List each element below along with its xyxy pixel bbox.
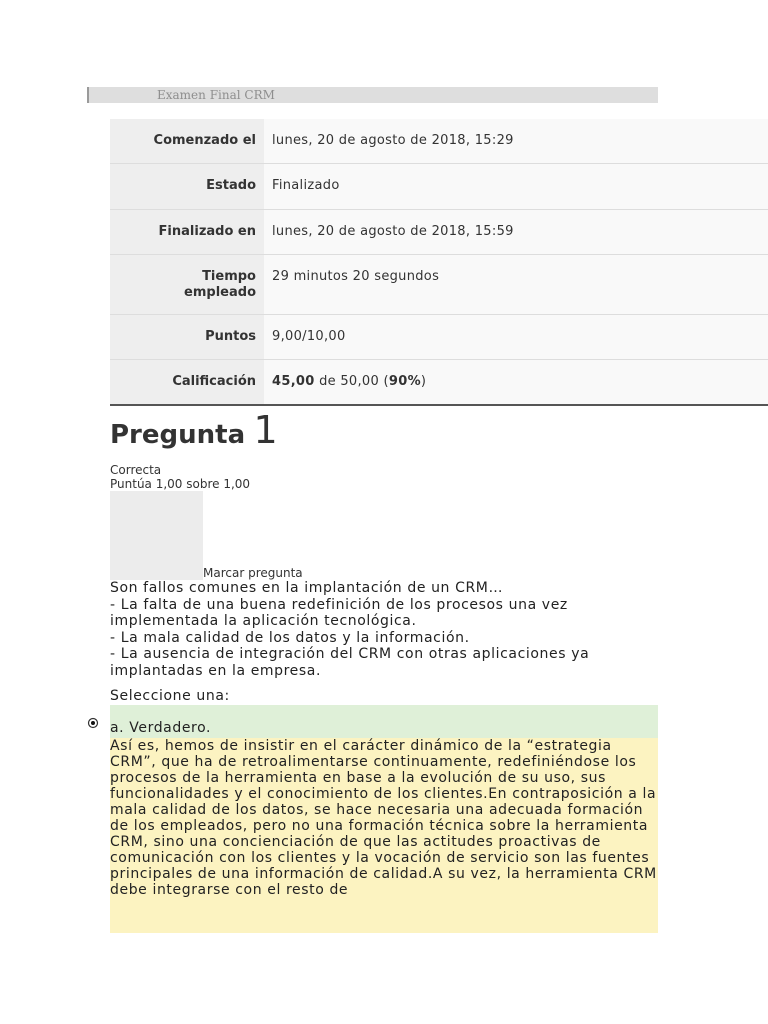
question-word: Pregunta: [110, 420, 246, 450]
summary-row-time-taken: [110, 255, 768, 315]
quiz-title: Examen Final CRM: [157, 88, 275, 102]
question-info: [110, 463, 250, 491]
summary-label: Tiempo empleado: [110, 255, 264, 314]
question-text-line: - La mala calidad de los datos y la información.: [110, 629, 470, 646]
summary-grade-value: [264, 360, 768, 404]
answer-option-label: a. Verdadero.: [110, 720, 212, 736]
summary-label: Puntos: [110, 315, 264, 359]
question-text: [110, 580, 658, 679]
question-state: Correcta: [110, 463, 162, 477]
answer-option-correct[interactable]: [110, 705, 658, 738]
grade-total: de 50,00 (: [319, 374, 389, 389]
summary-row-state: [110, 164, 768, 210]
question-number: 1: [253, 408, 278, 452]
summary-value: lunes, 20 de agosto de 2018, 15:59: [264, 210, 768, 254]
question-grade: Puntúa 1,00 sobre 1,00: [110, 477, 251, 491]
summary-row-points: [110, 315, 768, 360]
summary-row-started: [110, 119, 768, 164]
flag-icon-placeholder[interactable]: [110, 491, 203, 580]
flag-question-link[interactable]: Marcar pregunta: [203, 566, 303, 580]
summary-value: 9,00/10,00: [264, 315, 768, 359]
radio-selected-icon[interactable]: [87, 717, 99, 729]
quiz-title-bar: [87, 87, 658, 103]
summary-label: Calificación: [110, 360, 264, 404]
grade-score: 45,00: [272, 374, 315, 389]
question-text-line: - La falta de una buena redefinición de los procesos una vez implementada la aplicación tecnológica.: [110, 596, 568, 629]
title-bar-marker: [87, 87, 89, 103]
attempt-summary-table: [110, 119, 768, 406]
summary-label: Finalizado en: [110, 210, 264, 254]
summary-value: 29 minutos 20 segundos: [264, 255, 768, 314]
select-one-label: Seleccione una:: [110, 688, 230, 704]
grade-close: ): [420, 374, 427, 389]
summary-value: Finalizado: [264, 164, 768, 209]
answer-feedback: Así es, hemos de insistir en el carácter dinámico de la “estrategia CRM”, que ha de retroalimentarse continuamente, redefiniéndose los procesos de la herramienta en base a la evolución de su uso, sus funcionalidades y el conocimiento de los clientes.En contraposición a la mala calidad de los datos, se hace necesaria una adecuada formación de los empleados, pero no una formación técnica sobre la herramienta CRM, sino una concienciación de que las actitudes proactivas de comunicación con los clientes y la vocación de servicio son las fuentes principales de una información de calidad.A su vez, la herramienta CRM debe integrarse con el resto de: [110, 738, 658, 933]
question-heading: [110, 408, 278, 452]
summary-value: lunes, 20 de agosto de 2018, 15:29: [264, 119, 768, 163]
summary-row-finished: [110, 210, 768, 255]
question-text-line: Son fallos comunes en la implantación de un CRM…: [110, 580, 504, 596]
question-text-line: - La ausencia de integración del CRM con otras aplicaciones ya implantadas en la empresa.: [110, 646, 590, 679]
summary-label: Estado: [110, 164, 264, 209]
summary-row-grade: [110, 360, 768, 406]
grade-percent: 90%: [388, 374, 421, 389]
summary-label: Comenzado el: [110, 119, 264, 163]
